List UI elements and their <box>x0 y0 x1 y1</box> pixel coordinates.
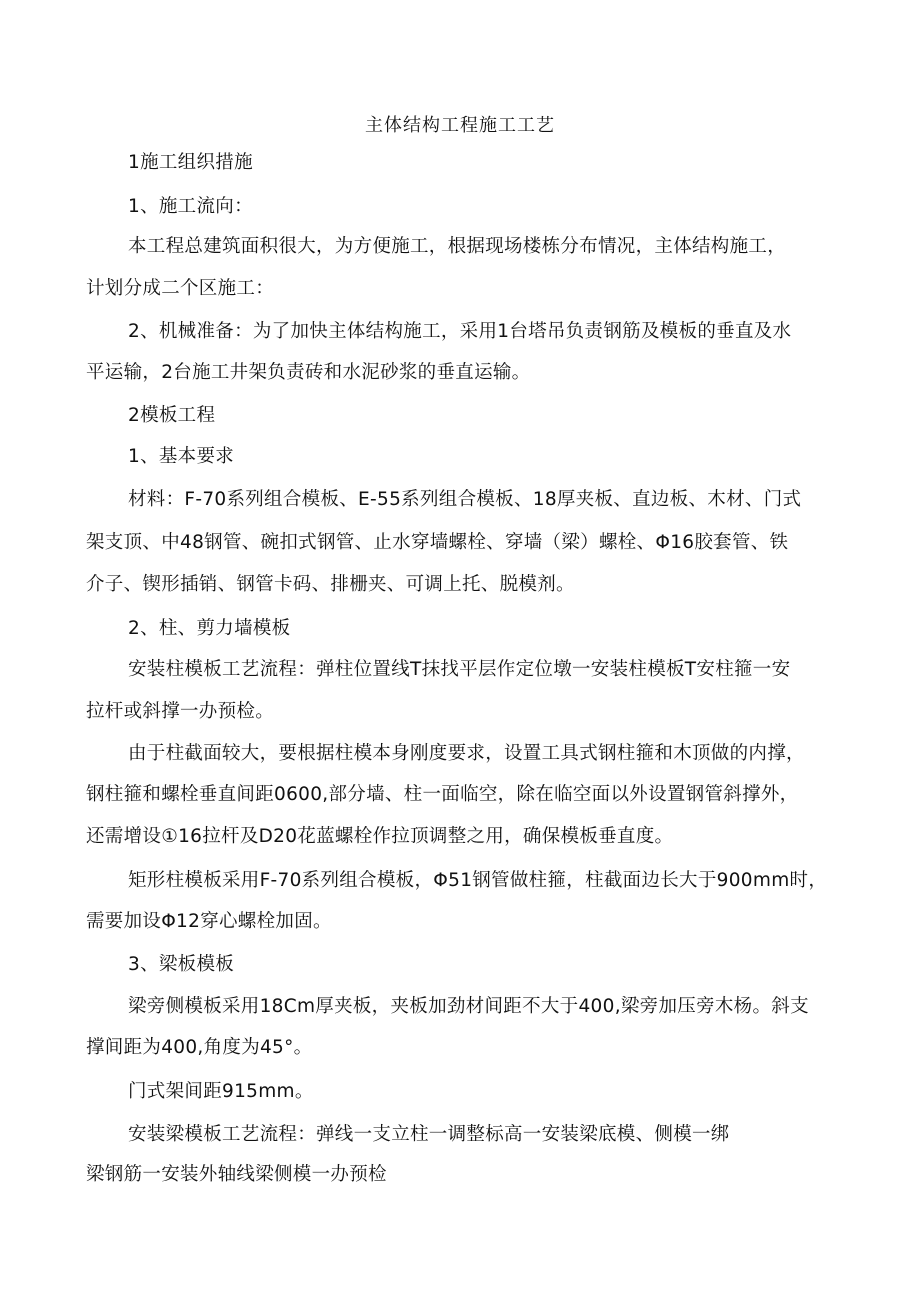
paragraph-line: 计划分成二个区施工： <box>86 278 275 299</box>
paragraph-line: 撑间距为400,角度为45°。 <box>86 1037 313 1058</box>
paragraph-line: 本工程总建筑面积很大，为方便施工，根据现场楼栋分布情况，主体结构施工， <box>128 236 787 257</box>
subheading-beam-slab-formwork: 3、梁板模板 <box>128 954 235 975</box>
subheading-column-wall-formwork: 2、柱、剪力墙模板 <box>128 618 291 639</box>
paragraph-line: 由于柱截面较大，要根据柱模本身刚度要求，设置工具式钢柱箍和木顶做的内撑， <box>128 743 805 764</box>
paragraph-line: 材料：F-70系列组合模板、E-55系列组合模板、18厚夹板、直边板、木材、门式 <box>128 489 802 510</box>
document-title: 主体结构工程施工工艺 <box>365 115 555 136</box>
paragraph-line: 钢柱箍和螺栓垂直间距0600,部分墙、柱一面临空，除在临空面以外设置钢管斜撑外， <box>86 784 799 805</box>
paragraph-line: 矩形柱模板采用F-70系列组合模板，Φ51钢管做柱箍，柱截面边长大于900mm时， <box>128 870 828 891</box>
paragraph-line: 门式架间距915mm。 <box>128 1081 314 1102</box>
subheading-construction-flow: 1、施工流向： <box>128 196 253 217</box>
paragraph-line: 介子、锲形插销、钢管卡码、排栅夹、可调上托、脱模剂。 <box>86 574 575 595</box>
subheading-basic-requirements: 1、基本要求 <box>128 446 235 467</box>
section-heading-organization: 1施工组织措施 <box>128 152 253 173</box>
paragraph-line: 还需增设①16拉杆及D20花蓝螺栓作拉顶调整之用，确保模板垂直度。 <box>86 826 674 847</box>
section-heading-formwork: 2模板工程 <box>128 405 216 426</box>
paragraph-line: 需要加设Φ12穿心螺栓加固。 <box>86 911 332 932</box>
paragraph-line: 架支顶、中48钢管、碗扣式钢管、止水穿墙螺栓、穿墙（梁）螺栓、Φ16胶套管、铁 <box>86 532 789 553</box>
paragraph-line: 平运输，2台施工井架负责砖和水泥砂浆的垂直运输。 <box>86 362 531 383</box>
paragraph-line: 安装梁模板工艺流程：弹线一支立柱一调整标高一安装梁底模、侧模一绑 <box>128 1124 730 1145</box>
paragraph-line: 梁旁侧模板采用18Cm厚夹板，夹板加劲材间距不大于400,梁旁加压旁木杨。斜支 <box>128 996 809 1017</box>
paragraph-line: 2、机械准备：为了加快主体结构施工，采用1台塔吊负责钢筋及模板的垂直及水 <box>128 321 792 342</box>
paragraph-line: 拉杆或斜撑一办预检。 <box>86 701 275 722</box>
paragraph-line: 梁钢筋一安装外轴线梁侧模一办预检 <box>86 1164 387 1185</box>
paragraph-line: 安装柱模板工艺流程：弹柱位置线T抹找平层作定位墩一安装柱模板T安柱箍一安 <box>128 659 791 680</box>
